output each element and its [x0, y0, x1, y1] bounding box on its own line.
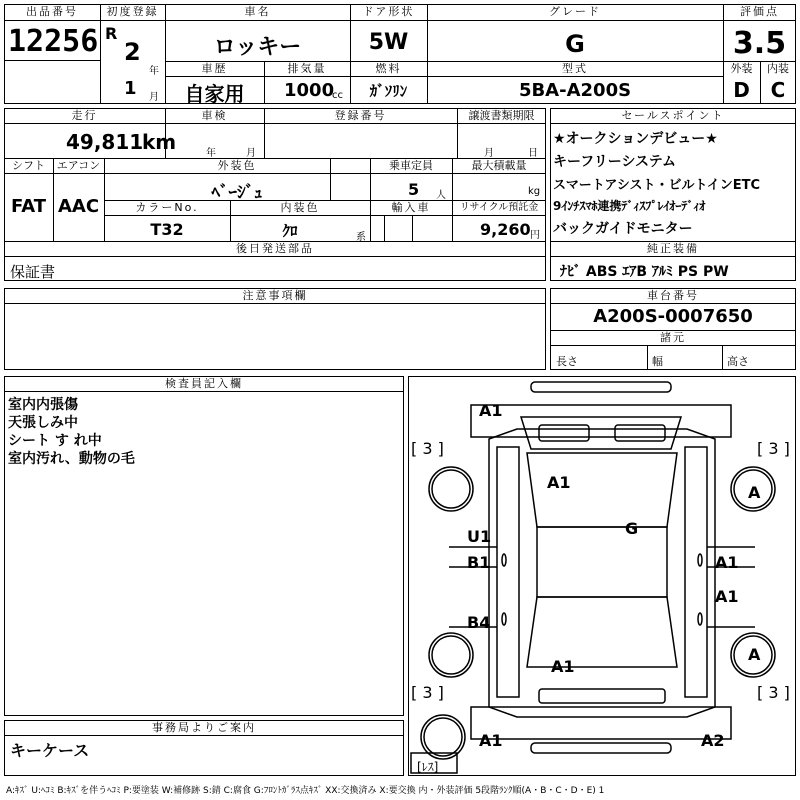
load-label: 最大積載量: [471, 159, 527, 172]
grade-label: グレード: [549, 5, 601, 18]
ac-label: エアコン: [56, 159, 101, 172]
type-label: 型式: [562, 62, 588, 75]
corner-tl: [ 3 ]: [411, 439, 444, 458]
reg-label: 初度登録: [106, 5, 159, 18]
inspection-label: 車検: [201, 109, 228, 122]
int-label: 内装: [767, 62, 789, 75]
specs-label: 諸元: [660, 331, 686, 344]
grade: G: [565, 30, 585, 58]
seat-label: 乗車定員: [389, 159, 433, 172]
reg-year: 2: [124, 38, 141, 66]
disp-label: 排気量: [287, 62, 327, 75]
disp-unit: cc: [332, 90, 343, 101]
plate-label: 登録番号: [334, 109, 387, 122]
recycle: 9,260: [480, 220, 531, 239]
car-diagram: [408, 376, 796, 776]
hood-damage: A1: [547, 473, 571, 492]
ins-month-unit: 月: [246, 148, 256, 159]
notes-label: 注意事項欄: [242, 289, 308, 302]
chassis-number: A200S-0007650: [593, 306, 753, 327]
recycle-unit: 円: [530, 230, 540, 241]
seat-unit: 人: [436, 190, 446, 201]
trunk-damage: A1: [551, 657, 575, 676]
load-unit: kg: [528, 186, 541, 197]
equipment: ﾅﾋﾞ ABS ｴｱB ｱﾙﾐ PS PW: [560, 264, 729, 280]
inspector-line-1: 室内内張傷: [8, 397, 78, 413]
sales-point-4: 9ｲﾝﾁｽﾏﾎ連携ﾃﾞｨｽﾌﾟﾚｲｵｰﾃﾞｨｵ: [553, 199, 706, 213]
ins-year-unit: 年: [206, 148, 216, 159]
rear-right-damage: A2: [701, 731, 725, 750]
tr-day-unit: 日: [528, 148, 538, 159]
left-b1: B1: [467, 553, 491, 572]
sales-point-5: バックガイドモニター: [553, 221, 693, 237]
office-note: キーケース: [10, 741, 90, 760]
displacement: 1000: [284, 80, 335, 101]
rear-left-damage: A1: [479, 731, 503, 750]
shift: FAT: [10, 196, 47, 217]
sales-points-label: セールスポイント: [621, 109, 725, 122]
history-label: 車歴: [201, 62, 228, 75]
reg-month-unit: 月: [149, 92, 159, 103]
model-label: 車名: [244, 5, 271, 18]
ext-label: 外装: [730, 62, 753, 75]
corner-bl: [ 3 ]: [411, 683, 444, 702]
recycle-label: リサイクル預託金: [459, 202, 539, 213]
fuel: ｶﾞｿﾘﾝ: [369, 82, 408, 100]
seats: 5: [408, 180, 420, 199]
color-label: 外装色: [217, 159, 257, 172]
ac: AAC: [57, 196, 100, 217]
int-score: C: [770, 78, 786, 102]
tr-month-unit: 月: [484, 148, 494, 159]
import-label: 輸入車: [391, 201, 431, 214]
spec-length: 長さ: [556, 355, 578, 368]
colorno: T32: [150, 220, 184, 239]
spec-width: 幅: [652, 355, 663, 368]
legend: A:ｷｽﾞ U:ﾍｺﾐ B:ｷｽﾞを伴うﾍｺﾐ P:要塗装 W:補修跡 S:錆 C:腐食 G:ﾌﾛﾝﾄｶﾞﾗｽ点ｷｽﾞ XX:交換済み X:要交換 内・外装評価 5段階ﾗﾝｸ順(A・B・C・D・E) 1: [6, 786, 605, 796]
inspector-line-2: 天張しみ中: [8, 415, 78, 431]
door-type: 5W: [368, 30, 409, 55]
mileage: 49,811: [66, 130, 144, 154]
front-bumper-damage: A1: [479, 401, 503, 420]
color: ﾍﾞｰｼﾞｭ: [211, 183, 263, 203]
reg-era: R: [105, 24, 118, 43]
model-type: 5BA-A200S: [518, 80, 632, 101]
intcolor-label: 内装色: [280, 201, 320, 214]
chassis-label: 車台番号: [647, 289, 699, 302]
wheel-rr: A: [748, 645, 761, 664]
reg-month: 1: [124, 78, 137, 99]
transfer-label: 譲渡書類期限: [468, 109, 535, 122]
left-u1: U1: [467, 527, 492, 546]
car-outline-drawing: [409, 377, 795, 775]
sales-point-1: ★オークションデビュー★: [553, 131, 718, 147]
spare-label: [ﾚｽ]: [417, 760, 439, 774]
spec-height: 高さ: [727, 355, 749, 368]
later-parts-label: 後日発送部品: [236, 242, 314, 255]
history: 自家用: [184, 82, 245, 106]
left-b4: B4: [467, 613, 491, 632]
sales-point-2: キーフリーシステム: [553, 154, 677, 170]
model-name: ロッキー: [213, 35, 302, 60]
reg-year-unit: 年: [149, 66, 159, 77]
intcolor: ｸﾛ: [282, 222, 298, 240]
shift-label: シフト: [12, 159, 45, 172]
lot-number: 12256: [8, 24, 99, 59]
corner-br: [ 3 ]: [757, 683, 790, 702]
colorno-label: カラーNo.: [135, 201, 199, 214]
ext-score: D: [733, 78, 750, 102]
sales-point-3: スマートアシスト・ビルトインETC: [553, 178, 761, 193]
right-a1-front: A1: [715, 553, 739, 572]
mileage-unit: km: [142, 130, 177, 154]
score-label: 評価点: [740, 5, 779, 18]
corner-tr: [ 3 ]: [757, 439, 790, 458]
office-label: 事務局よりご案内: [152, 721, 256, 734]
fuel-label: 燃料: [375, 62, 402, 75]
score: 3.5: [732, 26, 787, 61]
inspector-line-3: シート す れ中: [8, 433, 102, 449]
wheel-fr: A: [748, 483, 761, 502]
inspector-line-4: 室内汚れ、動物の毛: [8, 451, 135, 467]
equipment-label: 純正装備: [647, 242, 699, 255]
roof-damage: G: [625, 519, 639, 538]
door-label: ドア形状: [362, 5, 415, 18]
right-a1-rear: A1: [715, 587, 739, 606]
mileage-label: 走行: [71, 109, 98, 122]
later-parts: 保証書: [10, 263, 56, 281]
inspector-label: 検査員記入欄: [165, 377, 243, 390]
intcolor-unit: 系: [356, 232, 366, 243]
lot-label: 出品番号: [26, 5, 78, 18]
